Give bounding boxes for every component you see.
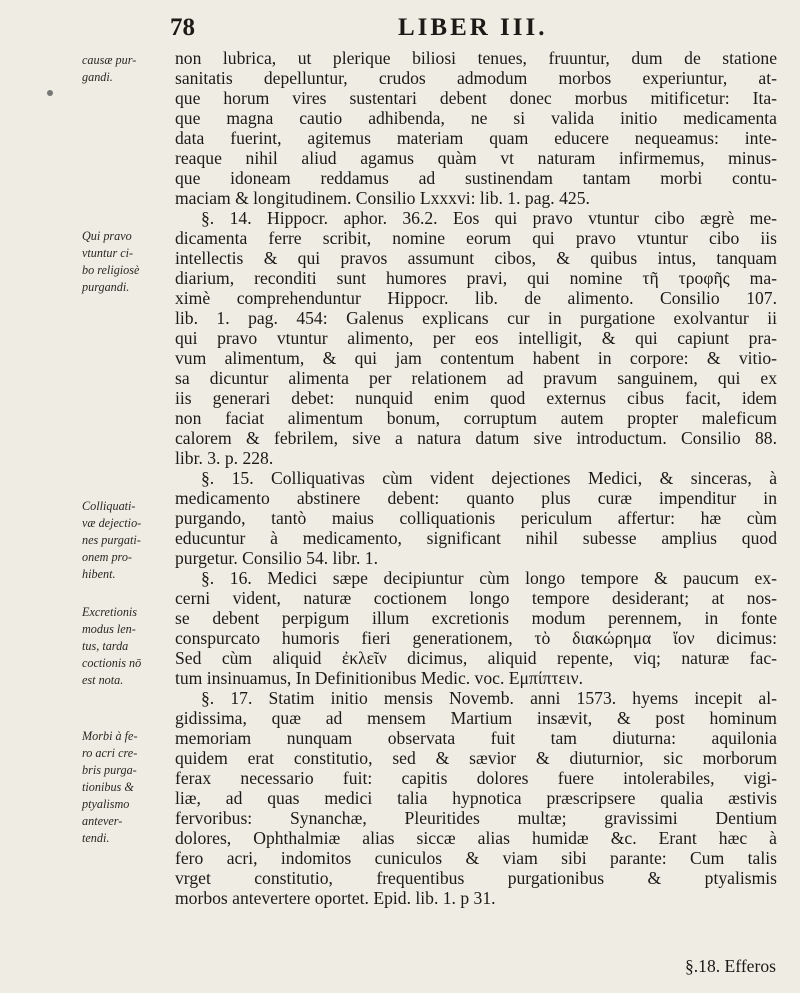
text-line: vrget constitutio, frequentibus purgationibus & ptyalismis: [175, 868, 777, 888]
margin-note: causæ pur- gandi.: [82, 53, 137, 84]
catchword: §.18. Efferos: [684, 956, 776, 976]
text-line: calorem & febrilem, sive a natura datum sive introductum. Consilio 88.: [175, 428, 777, 448]
text-line: dicamenta ferre scribit, nomine eorum qui pravo vtuntur cibo iis: [175, 228, 777, 248]
text-line: dolores, Ophthalmiæ alias siccæ alias humidæ &c. Erant hæc à: [175, 828, 777, 848]
text-line: cerni vident, naturæ coctionem longo tempore desiderant; at nos-: [175, 588, 777, 608]
text-line: quidem erat constitutio, sed & sævior & diuturnior, sic morborum: [175, 748, 777, 768]
paragraph: [175, 568, 777, 688]
margin-note: Excretionis modus len- tus, tarda coctionis nō est nota.: [82, 605, 142, 687]
text-line: que horum vires sustentari debent donec morbus mitificetur: Ita-: [175, 88, 777, 108]
text-line: lib. 1. pag. 454: Galenus explicans cur in purgatione exolvantur ii: [175, 308, 777, 328]
main-text: [175, 48, 777, 908]
text-line: purgetur. Consilio 54. libr. 1.: [175, 548, 378, 568]
text-line: non faciat alimentum bonum, corruptum autem propter maleficum: [175, 408, 777, 428]
paragraph: [175, 468, 777, 568]
text-line: §. 14. Hippocr. aphor. 36.2. Eos qui pravo vtuntur cibo ægrè me-: [201, 208, 777, 228]
text-line: que magna cautio adhibenda, ne si valida initio medicamenta: [175, 108, 777, 128]
running-title: LIBER III.: [398, 14, 548, 41]
text-line: ximè comprehenduntur Hippocr. lib. de alimento. Consilio 107.: [175, 288, 777, 308]
text-line: liæ, ad quas medici talia hypnotica præscripsere qualia æstivis: [175, 788, 777, 808]
text-line: vum alimentum, & qui jam contentum habent in corpore: & vitio-: [175, 348, 777, 368]
text-line: ferax necessario fuit: capitis dolores fuere intolerabiles, vigi-: [175, 768, 777, 788]
text-line: conspurcato humoris fieri generationem, τὸ διακώρημα ἴον dicimus:: [175, 628, 777, 648]
text-line: purgando, tantò maius colliquationis periculum affertur: hæ cùm: [175, 508, 777, 528]
text-line: morbos antevertere oportet. Epid. lib. 1. p 31.: [175, 888, 496, 908]
paragraph: [175, 48, 777, 208]
text-line: qui pravo vtuntur alimento, per eos intelligit, & qui capiunt pra-: [175, 328, 777, 348]
text-line: sanitatis depelluntur, crudos admodum morbos experiuntur, at-: [175, 68, 777, 88]
page-number: 78: [170, 14, 195, 41]
text-line: reaque nihil aliud agamus quàm vt naturam infirmemus, minus-: [175, 148, 777, 168]
text-line: maciam & longitudinem. Consilio Lxxxvi: lib. 1. pag. 425.: [175, 188, 590, 208]
text-line: iis generari debet: nunquid enim quod externus cibus facit, idem: [175, 388, 777, 408]
text-line: memoriam nunquam observata fuit tam diuturna: aquilonia: [175, 728, 777, 748]
margin-note: Colliquati- væ dejectio- nes purgati- onem pro- hibent.: [82, 499, 142, 581]
text-line: §. 15. Colliquativas cùm vident dejectiones Medici, & sinceras, à: [201, 468, 777, 488]
text-line: libr. 3. p. 228.: [175, 448, 274, 468]
ink-spot: [47, 90, 53, 96]
text-line: non lubrica, ut plerique biliosi tenues, fruuntur, dum de statione: [175, 48, 777, 68]
text-line: se debent perpigum illum excretionis modum perennem, in fonte: [175, 608, 777, 628]
text-line: tum insinuamus, In Definitionibus Medic. voc. Εμπίπτειν.: [175, 668, 583, 688]
text-line: Sed cùm aliquid ἐκλεῖν dicimus, aliquid repente, viq; naturæ fac-: [175, 648, 777, 668]
text-line: fero acri, indomitos cuniculos & viam sibi parante: Cum talis: [175, 848, 777, 868]
text-line: sa dicuntur alimenta per relationem ad pravum sanguinem, qui ex: [175, 368, 777, 388]
text-line: data fuerint, agitemus materiam quam educere nequeamus: inte-: [175, 128, 777, 148]
text-line: §. 17. Statim initio mensis Novemb. anni 1573. hyems incepit al-: [201, 688, 777, 708]
text-line: educuntur à medicamento, significant nihil subesse amplius quod: [175, 528, 777, 548]
text-line: §. 16. Medici sæpe decipiuntur cùm longo tempore & paucum ex-: [201, 568, 777, 588]
text-line: gidissima, quæ ad mensem Martium insævit, & post hominum: [175, 708, 777, 728]
text-line: fervoribus: Synanchæ, Pleuritides multæ; gravissimi Dentium: [175, 808, 777, 828]
text-line: diarium, reconditi sunt humores pravi, qui nomine τῆ τροφῆς ma-: [175, 268, 777, 288]
text-line: que idoneam reddamus ad sustinendam tantam morbi contu-: [175, 168, 777, 188]
margin-note: Qui pravo vtuntur ci- bo religiosè purgandi.: [82, 229, 140, 294]
page-header: [0, 14, 800, 44]
text-line: medicamento abstinere debent: quanto plus curæ impenditur in: [175, 488, 777, 508]
text-line: intellectis & qui pravos assumunt cibos, & quibus intus, tanquam: [175, 248, 777, 268]
margin-note: Morbi à fe- ro acri cre- bris purga- tionibus & ptyalismo antever- tendi.: [82, 729, 138, 845]
paragraph: [175, 688, 777, 908]
paragraph: [175, 208, 777, 468]
